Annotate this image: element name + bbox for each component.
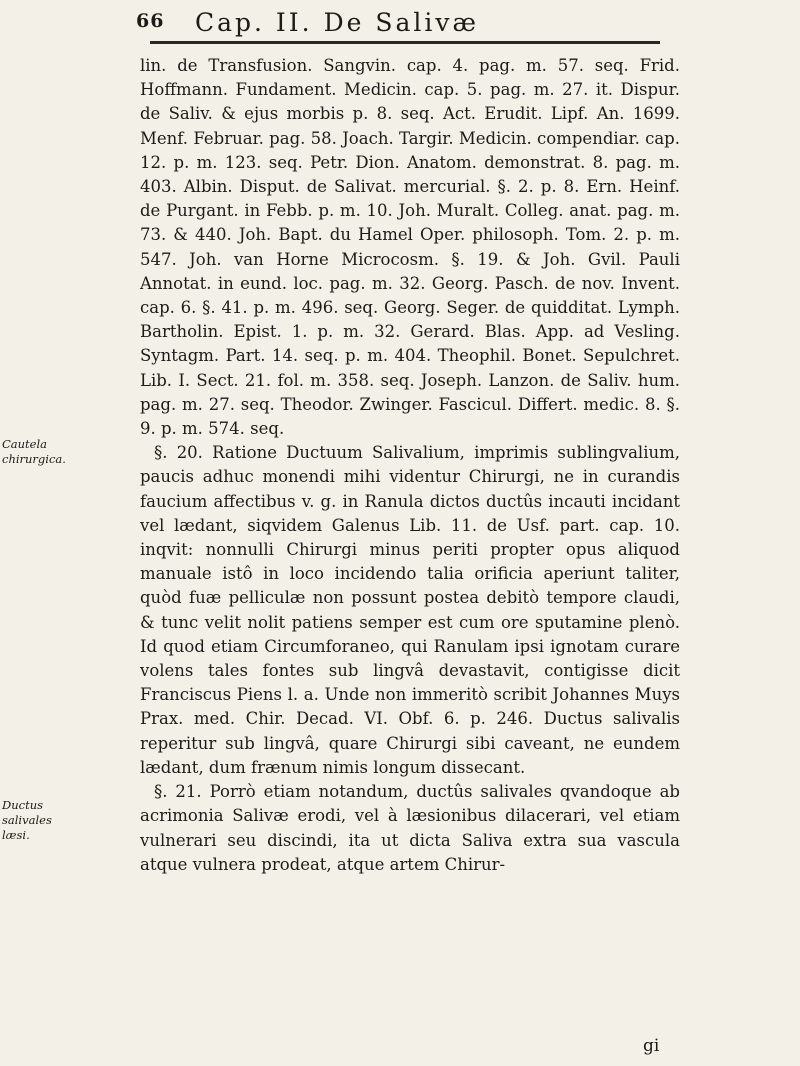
running-head: Cap. II. De Salivæ <box>195 8 480 37</box>
page-number: 66 <box>136 10 165 32</box>
margin-note-ductus: Ductus salivales læsi. <box>2 798 52 842</box>
paragraph-section-20: §. 20. Ratione Ductuum Salivalium, imprimis sublingvalium, paucis adhuc monendi mihi videntur Chirurgi, ne in curandis faucium affectibus v. g. in Ranula dictos ductûs incauti incidant vel lædant, siqvidem Galenus Lib. 11. de Usf. part. cap. 10. inqvit: nonnulli Chirurgi minus periti propter opus aliquod manuale istô in loco incidendo talia orificia aperiunt taliter, quòd fuæ pelliculæ non possunt postea debitò tempore claudi, & tunc velit nolit patiens semper est cum ore sputamine plenò. Id quod etiam Circumforaneo, qui Ranulam ipsi ignotam curare volens tales fontes sub lingvâ devastavit, contigisse dicit Franciscus Piens l. a. Unde non immeritò scribit Johannes Muys Prax. med. Chir. Decad. VI. Obf. 6. p. 246. Ductus salivalis reperitur sub lingvâ, quare Chirurgi sibi caveant, ne eundem lædant, dum frænum nimis longum dissecant. <box>140 443 680 777</box>
paragraph-section-21: §. 21. Porrò etiam notandum, ductûs salivales qvandoque ab acrimonia Salivæ erodi, vel à læsionibus dilacerari, vel etiam vulnerari seu discindi, ita ut dicta Saliva extra sua vascula atque vulnera prodeat, atque artem Chirur- <box>140 782 680 874</box>
body-text <box>140 54 680 877</box>
header-rule <box>150 41 660 44</box>
paragraph-references: lin. de Transfusion. Sangvin. cap. 4. pag. m. 57. seq. Frid. Hoffmann. Fundament. Medicin. cap. 5. pag. m. 27. it. Dispur. de Saliv. & ejus morbis p. 8. seq. Act. Erudit. Lipf. An. 1699. Menf. Februar. pag. 58. Joach. Targir. Medicin. compendiar. cap. 12. p. m. 123. seq. Petr. Dion. Anatom. demonstrat. 8. pag. m. 403. Albin. Disput. de Salivat. mercurial. §. 2. p. 8. Ern. Heinf. de Purgant. in Febb. p. m. 10. Joh. Muralt. Colleg. anat. pag. m. 73. & 440. Joh. Bapt. du Hamel Oper. philosoph. Tom. 2. p. m. 547. Joh. van Horne Microcosm. §. 19. & Joh. Gvil. Pauli Annotat. in eund. loc. pag. m. 32. Georg. Pasch. de nov. Invent. cap. 6. §. 41. p. m. 496. seq. Georg. Seger. de quidditat. Lymph. Bartholin. Epist. 1. p. m. 32. Gerard. Blas. App. ad Vesling. Syntagm. Part. 14. seq. p. m. 404. Theophil. Bonet. Sepulchret. Lib. I. Sect. 21. fol. m. 358. seq. Joseph. Lanzon. de Saliv. hum. pag. m. 27. seq. Theodor. Zwinger. Fasciсul. Differt. medic. 8. §. 9. p. m. 574. seq. <box>140 56 680 439</box>
catchword: gi <box>643 1036 660 1056</box>
margin-note-cautela: Cautela chirurgica. <box>2 437 66 466</box>
